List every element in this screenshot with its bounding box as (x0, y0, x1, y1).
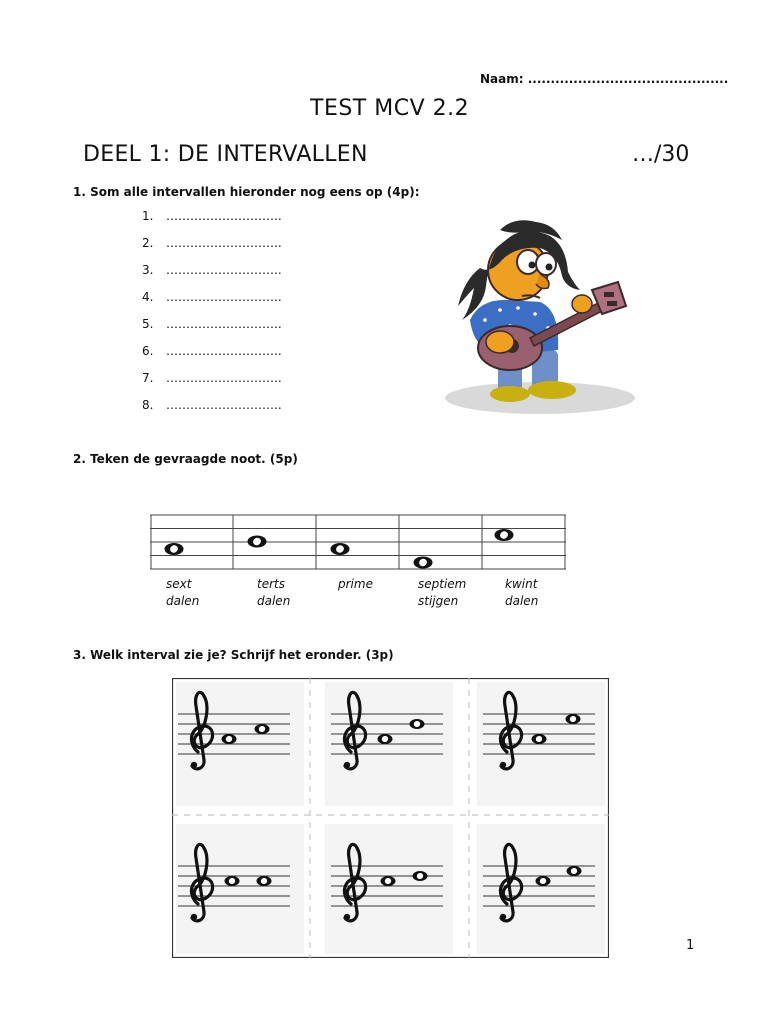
page-number: 1 (686, 938, 695, 953)
question-2-text: 2. Teken de gevraagde noot. (5p) (73, 452, 298, 466)
answer-blank[interactable]: ……………………….. (166, 290, 282, 304)
item-number: 7. (142, 371, 154, 385)
list-item (142, 209, 282, 236)
whole-note (331, 543, 350, 555)
label-line-2: dalen (166, 594, 200, 608)
whole-note (225, 876, 240, 886)
whole-note (413, 871, 428, 881)
question-1-text: 1. Som alle intervallen hieronder nog eens op (4p): (73, 185, 420, 199)
whole-note (381, 876, 396, 886)
answer-blank[interactable]: ……………………….. (166, 263, 282, 277)
item-number: 2. (142, 236, 154, 250)
list-item (142, 344, 282, 371)
answer-blank[interactable]: ……………………….. (166, 236, 282, 250)
item-number: 4. (142, 290, 154, 304)
question-3-text: 3. Welk interval zie je? Schrijf het eronder. (3p) (73, 648, 394, 662)
whole-note (410, 719, 425, 729)
label-line-1: septiem (418, 577, 467, 591)
interval-card-grid (172, 678, 609, 958)
answer-blank[interactable]: ……………………….. (166, 317, 282, 331)
whole-note (566, 714, 581, 724)
whole-note (414, 557, 433, 569)
item-number: 3. (142, 263, 154, 277)
whole-note (378, 734, 393, 744)
label-line-1: kwint (505, 577, 538, 591)
answer-blank[interactable]: ……………………….. (166, 209, 282, 223)
note-instruction-labels (150, 576, 566, 616)
whole-note (248, 536, 267, 548)
label-line-2: dalen (257, 594, 291, 608)
answer-blank[interactable]: ……………………….. (166, 398, 282, 412)
name-field-label: Naam: ............................................ (480, 72, 729, 86)
guitarist-cartoon-illustration (440, 210, 640, 420)
item-number: 1. (142, 209, 154, 223)
score-field: …/30 (632, 142, 690, 167)
label-line-1: terts (257, 577, 285, 591)
label-line-1: sext (166, 577, 192, 591)
label-line-1: prime (338, 577, 373, 591)
label-line-2: stijgen (418, 594, 459, 608)
list-item (142, 236, 282, 263)
answer-blank[interactable]: ……………………….. (166, 371, 282, 385)
whole-note (222, 734, 237, 744)
whole-note (536, 876, 551, 886)
item-number: 6. (142, 344, 154, 358)
list-item (142, 290, 282, 317)
note-label (505, 576, 575, 610)
whole-note (257, 876, 272, 886)
whole-note (255, 724, 270, 734)
whole-note (567, 866, 582, 876)
whole-note (165, 543, 184, 555)
note-label (166, 576, 236, 610)
whole-note (532, 734, 547, 744)
note-staff-exercise (150, 514, 566, 570)
note-label (418, 576, 488, 610)
note-label (257, 576, 327, 610)
list-item (142, 263, 282, 290)
whole-note (495, 529, 514, 541)
list-item (142, 398, 282, 425)
interval-answer-list (142, 209, 282, 425)
note-label (338, 576, 408, 593)
section-title: DEEL 1: DE INTERVALLEN (83, 142, 368, 167)
item-number: 5. (142, 317, 154, 331)
answer-blank[interactable]: ……………………….. (166, 344, 282, 358)
item-number: 8. (142, 398, 154, 412)
label-line-2: dalen (505, 594, 539, 608)
list-item (142, 371, 282, 398)
page-title: TEST MCV 2.2 (310, 96, 470, 121)
list-item (142, 317, 282, 344)
